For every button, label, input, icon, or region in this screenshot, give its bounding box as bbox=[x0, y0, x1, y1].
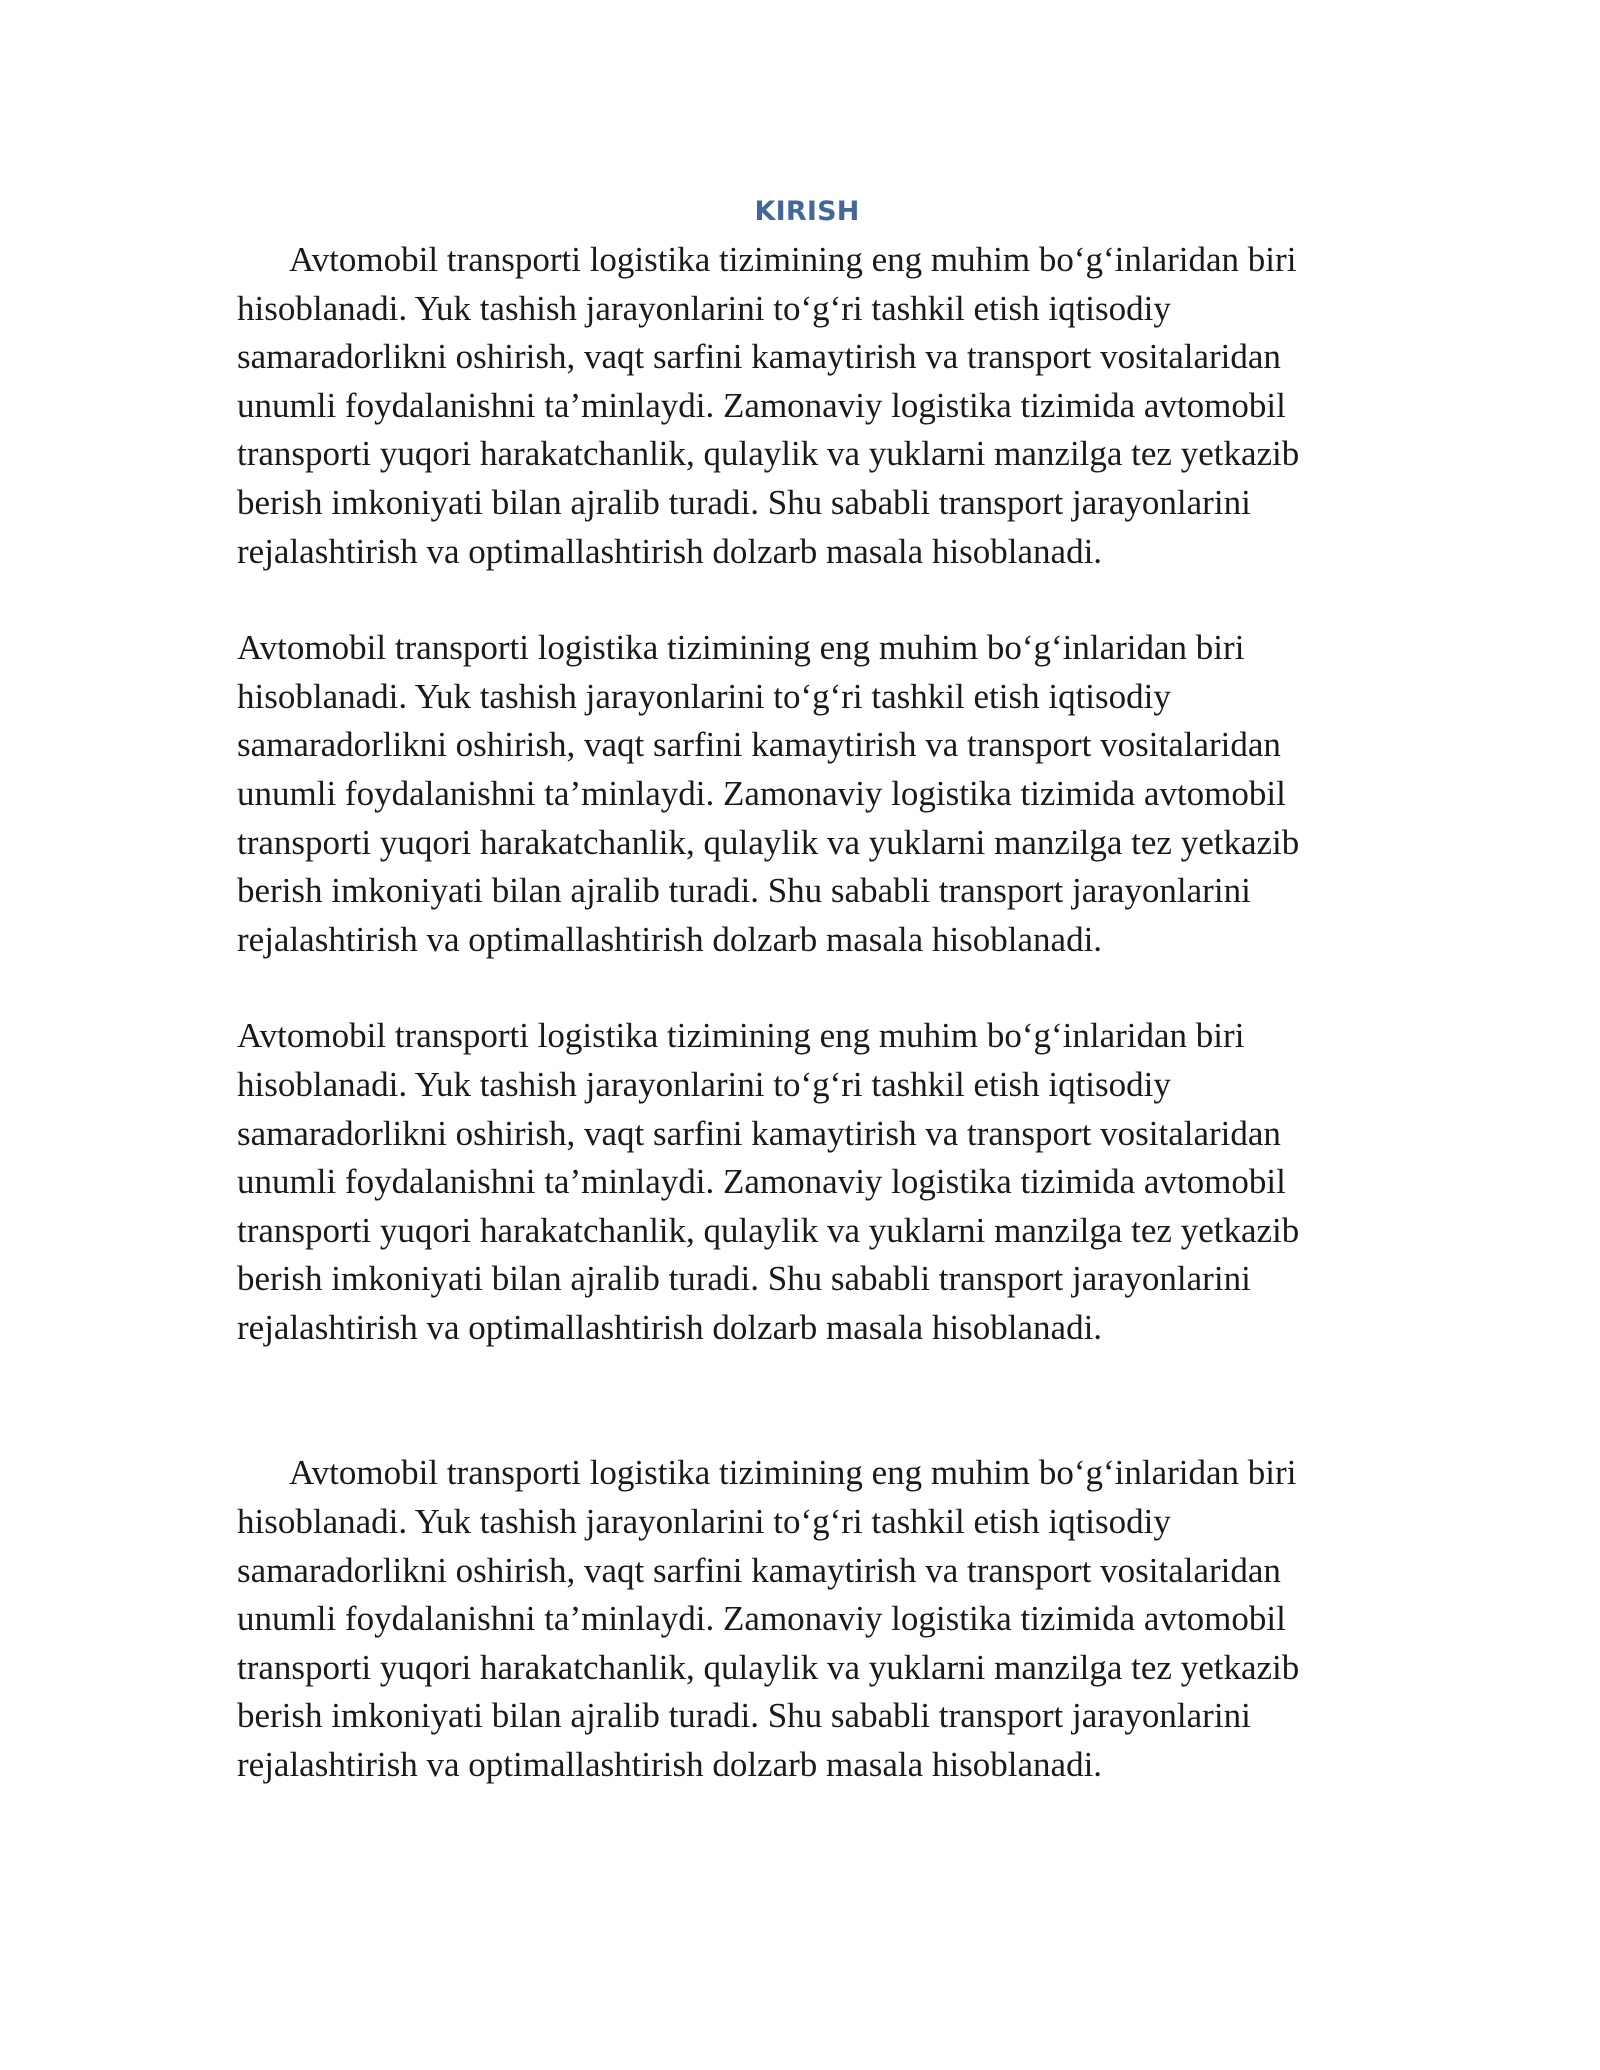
paragraph-line: rejalashtirish va optimallashtirish dolzarb masala hisoblanadi. bbox=[237, 531, 1103, 571]
paragraph-line: transporti yuqori harakatchanlik, qulaylik va yuklarni manzilga tez yetkazib bbox=[237, 1210, 1300, 1250]
paragraph-line: Avtomobil transporti logistika tizimining eng muhim bo‘g‘inlaridan biri bbox=[237, 628, 1245, 668]
paragraph-line: berish imkoniyati bilan ajralib turadi. Shu sababli transport jarayonlarini bbox=[237, 482, 1251, 522]
paragraph-line: rejalashtirish va optimallashtirish dolzarb masala hisoblanadi. bbox=[237, 1745, 1103, 1785]
document-body bbox=[237, 188, 1377, 1790]
paragraph-line: hisoblanadi. Yuk tashish jarayonlarini to‘g‘ri tashkil etish iqtisodiy bbox=[237, 676, 1171, 716]
paragraph-line: samaradorlikni oshirish, vaqt sarfini kamaytirish va transport vositalaridan bbox=[237, 337, 1281, 377]
paragraph-line: unumli foydalanishni ta’minlaydi. Zamonaviy logistika tizimida avtomobil bbox=[237, 385, 1286, 425]
paragraph-line: Avtomobil transporti logistika tizimining eng muhim bo‘g‘inlaridan biri bbox=[289, 1453, 1297, 1493]
paragraph-line: transporti yuqori harakatchanlik, qulaylik va yuklarni manzilga tez yetkazib bbox=[237, 1647, 1300, 1687]
paragraph-line: unumli foydalanishni ta’minlaydi. Zamonaviy logistika tizimida avtomobil bbox=[237, 1599, 1286, 1639]
paragraph-line: Avtomobil transporti logistika tizimining eng muhim bo‘g‘inlaridan biri bbox=[237, 1016, 1245, 1056]
paragraph-line: rejalashtirish va optimallashtirish dolzarb masala hisoblanadi. bbox=[237, 919, 1103, 959]
paragraph-line: berish imkoniyati bilan ajralib turadi. Shu sababli transport jarayonlarini bbox=[237, 871, 1251, 911]
paragraph-line: rejalashtirish va optimallashtirish dolzarb masala hisoblanadi. bbox=[237, 1307, 1103, 1347]
paragraph-line: hisoblanadi. Yuk tashish jarayonlarini to‘g‘ri tashkil etish iqtisodiy bbox=[237, 288, 1171, 328]
paragraph-line: samaradorlikni oshirish, vaqt sarfini kamaytirish va transport vositalaridan bbox=[237, 1550, 1281, 1590]
paragraph-1 bbox=[237, 236, 1377, 576]
paragraph-line: berish imkoniyati bilan ajralib turadi. Shu sababli transport jarayonlarini bbox=[237, 1259, 1251, 1299]
paragraph-line: unumli foydalanishni ta’minlaydi. Zamonaviy logistika tizimida avtomobil bbox=[237, 1162, 1286, 1202]
paragraph-3 bbox=[237, 1012, 1377, 1352]
paragraph-line: Avtomobil transporti logistika tizimining eng muhim bo‘g‘inlaridan biri bbox=[289, 240, 1297, 279]
paragraph-line: hisoblanadi. Yuk tashish jarayonlarini to‘g‘ri tashkil etish iqtisodiy bbox=[237, 1064, 1171, 1104]
paragraph-line: unumli foydalanishni ta’minlaydi. Zamonaviy logistika tizimida avtomobil bbox=[237, 773, 1286, 813]
paragraph-line: hisoblanadi. Yuk tashish jarayonlarini to‘g‘ri tashkil etish iqtisodiy bbox=[237, 1502, 1171, 1542]
paragraph-line: berish imkoniyati bilan ajralib turadi. Shu sababli transport jarayonlarini bbox=[237, 1696, 1251, 1736]
paragraph-line: samaradorlikni oshirish, vaqt sarfini kamaytirish va transport vositalaridan bbox=[237, 725, 1281, 765]
paragraph-line: samaradorlikni oshirish, vaqt sarfini kamaytirish va transport vositalaridan bbox=[237, 1113, 1281, 1153]
paragraph-4 bbox=[237, 1449, 1377, 1789]
section-heading: KIRISH bbox=[754, 196, 860, 227]
paragraph-2 bbox=[237, 624, 1377, 964]
paragraph-line: transporti yuqori harakatchanlik, qulaylik va yuklarni manzilga tez yetkazib bbox=[237, 822, 1300, 862]
paragraph-line: transporti yuqori harakatchanlik, qulaylik va yuklarni manzilga tez yetkazib bbox=[237, 434, 1300, 474]
